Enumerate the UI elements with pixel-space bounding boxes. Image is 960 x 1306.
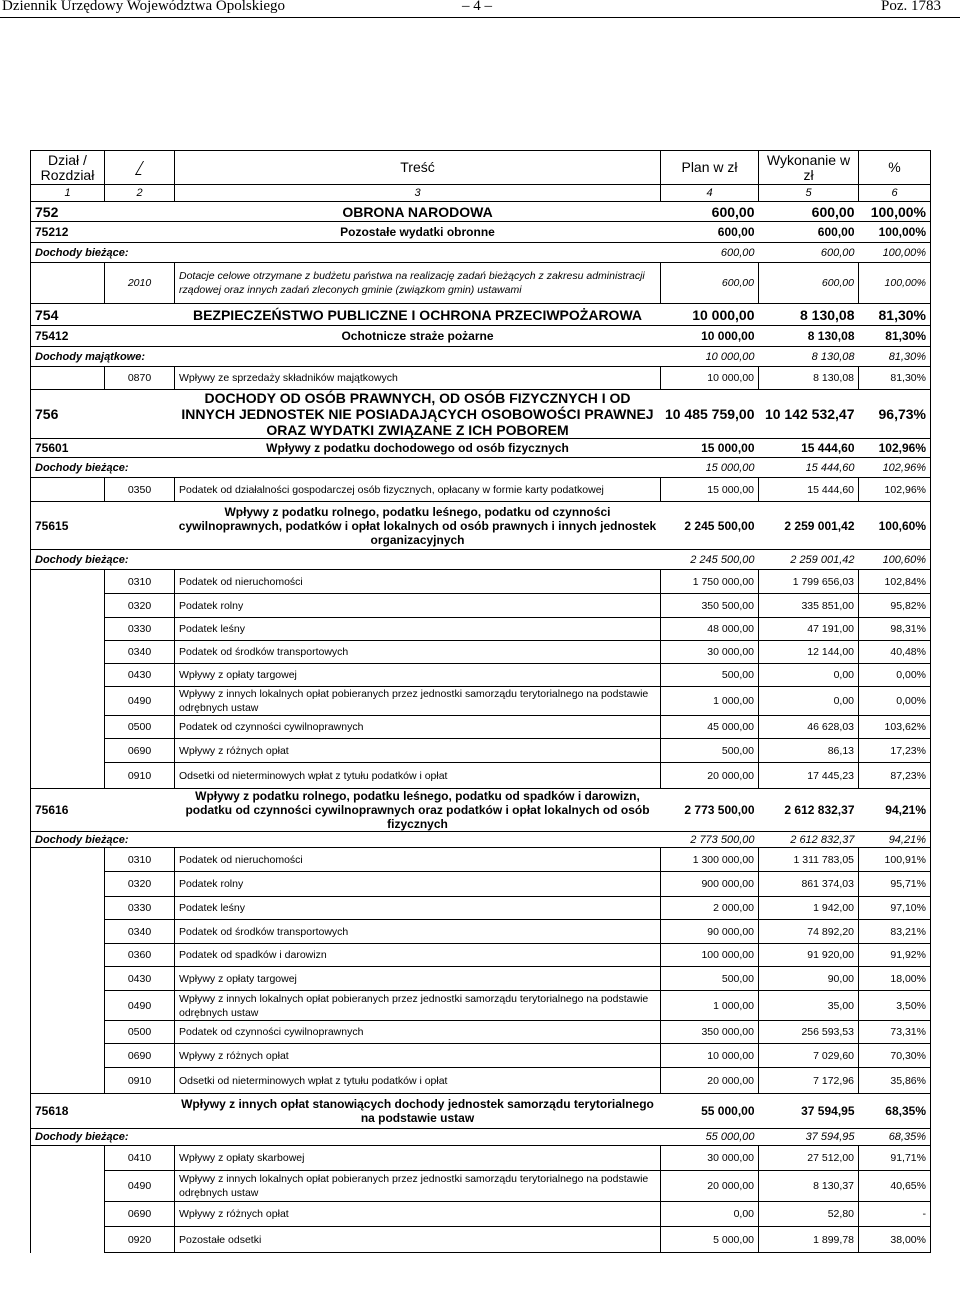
paragraph-row	[31, 991, 931, 1021]
plan-value: 1 300 000,00	[661, 848, 759, 872]
paragraph-name: Podatek rolny	[175, 594, 661, 618]
empty-cell	[31, 920, 105, 944]
plan-value: 2 245 500,00	[661, 550, 759, 570]
paragraph-code: 0690	[105, 1202, 175, 1227]
empty-cell	[31, 848, 105, 872]
col-number: 1	[31, 185, 105, 202]
income-type-row	[31, 832, 931, 848]
percent-value: 35,86%	[859, 1068, 931, 1094]
execution-value: 86,13	[759, 739, 859, 763]
plan-value: 2 000,00	[661, 897, 759, 920]
paragraph-name: Podatek leśny	[175, 897, 661, 920]
paragraph-name: Podatek od środków transportowych	[175, 641, 661, 664]
paragraph-code: 0310	[105, 848, 175, 872]
plan-value: 20 000,00	[661, 1068, 759, 1094]
paragraph-code: 0430	[105, 967, 175, 991]
paragraph-name: Odsetki od nieterminowych wpłat z tytułu podatków i opłat	[175, 1068, 661, 1094]
plan-value: 55 000,00	[661, 1094, 759, 1129]
paragraph-code: 0350	[105, 478, 175, 502]
paragraph-code: 0690	[105, 739, 175, 763]
dzial-name: OBRONA NARODOWA	[175, 202, 661, 222]
paragraph-name: Dotacje celowe otrzymane z budżetu państwa na realizację zadań bieżących z zakresu administracji rządowej oraz innych zadań zleconych gminie (związkom gmin) ustawami	[175, 263, 661, 304]
paragraph-name: Podatek od spadków i darowizn	[175, 944, 661, 967]
execution-value: 2 259 001,42	[759, 550, 859, 570]
rozdzial-row	[31, 1094, 931, 1129]
execution-value: 1 311 783,05	[759, 848, 859, 872]
paragraph-row	[31, 872, 931, 897]
percent-value: 70,30%	[859, 1044, 931, 1068]
percent-value: 68,35%	[859, 1094, 931, 1129]
empty-cell	[31, 967, 105, 991]
rozdzial-name: Pozostałe wydatki obronne	[175, 222, 661, 243]
paragraph-code: 0870	[105, 367, 175, 390]
table-header-row	[31, 151, 931, 185]
percent-value: 91,71%	[859, 1146, 931, 1171]
execution-value: 37 594,95	[759, 1094, 859, 1129]
empty-cell	[31, 367, 105, 390]
execution-value: 7 029,60	[759, 1044, 859, 1068]
paragraph-name: Wpływy z różnych opłat	[175, 1044, 661, 1068]
dzial-code: 754	[31, 304, 105, 326]
execution-value: 1 799 656,03	[759, 570, 859, 594]
percent-value: 95,82%	[859, 594, 931, 618]
percent-value: 100,00%	[859, 202, 931, 222]
execution-value: 8 130,08	[759, 304, 859, 326]
empty-cell	[31, 991, 105, 1021]
paragraph-name: Wpływy z innych lokalnych opłat pobieranych przez jednostki samorządu terytorialnego na podstawie odrębnych ustaw	[175, 991, 661, 1021]
paragraph-code: 0320	[105, 872, 175, 897]
percent-value: 38,00%	[859, 1227, 931, 1253]
execution-value: 2 612 832,37	[759, 789, 859, 832]
execution-value: 10 142 532,47	[759, 390, 859, 439]
execution-value: 8 130,08	[759, 326, 859, 347]
execution-value: 52,80	[759, 1202, 859, 1227]
empty-cell	[31, 594, 105, 618]
paragraph-name: Podatek od czynności cywilnoprawnych	[175, 716, 661, 739]
dzial-row	[31, 390, 931, 439]
col-number: 2	[105, 185, 175, 202]
paragraph-name: Podatek od działalności gospodarczej osób fizycznych, opłacany w formie karty podatkowej	[175, 478, 661, 502]
paragraph-row	[31, 594, 931, 618]
plan-value: 10 000,00	[661, 326, 759, 347]
paragraph-row	[31, 944, 931, 967]
percent-value: 87,23%	[859, 763, 931, 789]
execution-value: 91 920,00	[759, 944, 859, 967]
plan-value: 10 485 759,00	[661, 390, 759, 439]
percent-value: -	[859, 1202, 931, 1227]
plan-value: 600,00	[661, 222, 759, 243]
paragraph-code: 0310	[105, 570, 175, 594]
percent-value: 0,00%	[859, 687, 931, 716]
execution-value: 27 512,00	[759, 1146, 859, 1171]
paragraph-row	[31, 1044, 931, 1068]
execution-value: 1 899,78	[759, 1227, 859, 1253]
income-type-label: Dochody bieżące:	[31, 1129, 661, 1146]
paragraph-row	[31, 618, 931, 641]
income-table	[30, 150, 931, 1253]
paragraph-row	[31, 664, 931, 687]
percent-value: 83,21%	[859, 920, 931, 944]
execution-value: 8 130,08	[759, 347, 859, 367]
paragraph-name: Wpływy z opłaty targowej	[175, 664, 661, 687]
percent-value: 91,92%	[859, 944, 931, 967]
paragraph-name: Podatek od czynności cywilnoprawnych	[175, 1021, 661, 1044]
paragraph-row	[31, 367, 931, 390]
execution-value: 46 628,03	[759, 716, 859, 739]
rozdzial-row	[31, 222, 931, 243]
dzial-name: DOCHODY OD OSÓB PRAWNYCH, OD OSÓB FIZYCZNYCH I OD INNYCH JEDNOSTEK NIE POSIADAJĄCYCH OSOBOWOŚCI PRAWNEJ ORAZ WYDATKI ZWIĄZANE Z ICH POBOREM	[175, 390, 661, 439]
paragraph-row	[31, 1146, 931, 1171]
empty-cell	[31, 641, 105, 664]
empty-cell	[105, 439, 175, 458]
journal-title: Dziennik Urzędowy Województwa Opolskiego	[2, 0, 286, 14]
execution-value: 15 444,60	[759, 478, 859, 502]
rozdzial-name: Wpływy z podatku rolnego, podatku leśnego, podatku od spadków i darowizn, podatku od czynności cywilnoprawnych oraz podatków i opłat lokalnych od osób fizycznych	[175, 789, 661, 832]
empty-cell	[31, 664, 105, 687]
header-paragraf	[105, 151, 175, 185]
plan-value: 90 000,00	[661, 920, 759, 944]
paragraph-code: 2010	[105, 263, 175, 304]
execution-value: 2 612 832,37	[759, 832, 859, 848]
dzial-name: BEZPIECZEŃSTWO PUBLICZNE I OCHRONA PRZECIWPOŻAROWA	[175, 304, 661, 326]
income-type-label: Dochody bieżące:	[31, 243, 661, 263]
header-tresc: Treść	[175, 151, 661, 185]
plan-value: 10 000,00	[661, 304, 759, 326]
paragraph-row	[31, 716, 931, 739]
rozdzial-code: 75601	[31, 439, 105, 458]
execution-value: 15 444,60	[759, 439, 859, 458]
paragraph-name: Odsetki od nieterminowych wpłat z tytułu podatków i opłat	[175, 763, 661, 789]
execution-value: 15 444,60	[759, 458, 859, 478]
plan-value: 600,00	[661, 243, 759, 263]
paragraph-row	[31, 848, 931, 872]
paragraph-code: 0430	[105, 664, 175, 687]
execution-value: 8 130,37	[759, 1171, 859, 1202]
paragraph-row	[31, 1171, 931, 1202]
execution-value: 74 892,20	[759, 920, 859, 944]
percent-value: 81,30%	[859, 326, 931, 347]
plan-value: 10 000,00	[661, 347, 759, 367]
page-header	[0, 0, 960, 16]
header-wykonanie: Wykonanie w zł	[759, 151, 859, 185]
paragraph-name: Pozostałe odsetki	[175, 1227, 661, 1253]
percent-value: 17,23%	[859, 739, 931, 763]
paragraph-row	[31, 1227, 931, 1253]
dzial-row	[31, 304, 931, 326]
empty-cell	[31, 263, 105, 304]
paragraph-code: 0910	[105, 1068, 175, 1094]
plan-value: 55 000,00	[661, 1129, 759, 1146]
paragraph-name: Wpływy z opłaty skarbowej	[175, 1146, 661, 1171]
paragraph-name: Podatek od środków transportowych	[175, 920, 661, 944]
plan-value: 500,00	[661, 967, 759, 991]
paragraph-code: 0360	[105, 944, 175, 967]
position-number: Poz. 1783	[881, 0, 941, 14]
dzial-code: 752	[31, 202, 105, 222]
paragraph-name: Podatek rolny	[175, 872, 661, 897]
plan-value: 10 000,00	[661, 1044, 759, 1068]
paragraph-code: 0320	[105, 594, 175, 618]
execution-value: 0,00	[759, 687, 859, 716]
plan-value: 350 500,00	[661, 594, 759, 618]
paragraph-code: 0340	[105, 920, 175, 944]
rozdzial-code: 75616	[31, 789, 105, 832]
header-percent: %	[859, 151, 931, 185]
col-number: 5	[759, 185, 859, 202]
percent-value: 18,00%	[859, 967, 931, 991]
plan-value: 2 773 500,00	[661, 832, 759, 848]
empty-cell	[31, 1021, 105, 1044]
paragraph-code: 0410	[105, 1146, 175, 1171]
execution-value: 8 130,08	[759, 367, 859, 390]
percent-value: 102,96%	[859, 439, 931, 458]
empty-cell	[31, 478, 105, 502]
percent-value: 40,48%	[859, 641, 931, 664]
plan-value: 900 000,00	[661, 872, 759, 897]
paragraph-row	[31, 967, 931, 991]
paragraph-name: Podatek od nieruchomości	[175, 848, 661, 872]
income-type-row	[31, 1129, 931, 1146]
empty-cell	[105, 326, 175, 347]
percent-value: 81,30%	[859, 367, 931, 390]
plan-value: 2 773 500,00	[661, 789, 759, 832]
paragraph-row	[31, 641, 931, 664]
percent-value: 103,62%	[859, 716, 931, 739]
header-plan: Plan w zł	[661, 151, 759, 185]
empty-cell	[31, 1146, 105, 1171]
plan-value: 0,00	[661, 1202, 759, 1227]
paragraph-row	[31, 920, 931, 944]
empty-cell	[31, 1227, 105, 1253]
plan-value: 20 000,00	[661, 1171, 759, 1202]
rozdzial-code: 75212	[31, 222, 105, 243]
rozdzial-row	[31, 502, 931, 550]
dzial-row	[31, 202, 931, 222]
percent-value: 102,96%	[859, 478, 931, 502]
plan-value: 1 750 000,00	[661, 570, 759, 594]
execution-value: 7 172,96	[759, 1068, 859, 1094]
header-mark-icon	[134, 161, 148, 175]
percent-value: 102,84%	[859, 570, 931, 594]
percent-value: 68,35%	[859, 1129, 931, 1146]
percent-value: 100,91%	[859, 848, 931, 872]
percent-value: 98,31%	[859, 618, 931, 641]
paragraph-name: Podatek od nieruchomości	[175, 570, 661, 594]
percent-value: 100,60%	[859, 550, 931, 570]
rozdzial-code: 75615	[31, 502, 105, 550]
empty-cell	[105, 304, 175, 326]
plan-value: 1 000,00	[661, 687, 759, 716]
paragraph-code: 0340	[105, 641, 175, 664]
plan-value: 10 000,00	[661, 367, 759, 390]
empty-cell	[31, 1202, 105, 1227]
plan-value: 30 000,00	[661, 1146, 759, 1171]
paragraph-row	[31, 739, 931, 763]
plan-value: 1 000,00	[661, 991, 759, 1021]
percent-value: 0,00%	[859, 664, 931, 687]
paragraph-row	[31, 263, 931, 304]
paragraph-row	[31, 1021, 931, 1044]
execution-value: 600,00	[759, 222, 859, 243]
empty-cell	[31, 944, 105, 967]
paragraph-code: 0330	[105, 618, 175, 641]
paragraph-row	[31, 1068, 931, 1094]
col-number: 4	[661, 185, 759, 202]
empty-cell	[105, 789, 175, 832]
paragraph-row	[31, 763, 931, 789]
execution-value: 17 445,23	[759, 763, 859, 789]
percent-value: 81,30%	[859, 347, 931, 367]
paragraph-name: Wpływy z różnych opłat	[175, 739, 661, 763]
rozdzial-row	[31, 439, 931, 458]
execution-value: 0,00	[759, 664, 859, 687]
income-type-row	[31, 243, 931, 263]
percent-value: 100,60%	[859, 502, 931, 550]
paragraph-name: Wpływy z innych lokalnych opłat pobieranych przez jednostki samorządu terytorialnego na podstawie odrębnych ustaw	[175, 1171, 661, 1202]
empty-cell	[31, 618, 105, 641]
plan-value: 2 245 500,00	[661, 502, 759, 550]
percent-value: 81,30%	[859, 304, 931, 326]
empty-cell	[105, 1094, 175, 1129]
empty-cell	[31, 1044, 105, 1068]
paragraph-row	[31, 478, 931, 502]
plan-value: 5 000,00	[661, 1227, 759, 1253]
paragraph-row	[31, 1202, 931, 1227]
plan-value: 15 000,00	[661, 439, 759, 458]
percent-value: 94,21%	[859, 789, 931, 832]
paragraph-code: 0500	[105, 716, 175, 739]
execution-value: 35,00	[759, 991, 859, 1021]
col-number: 6	[859, 185, 931, 202]
empty-cell	[31, 763, 105, 789]
paragraph-code: 0690	[105, 1044, 175, 1068]
plan-value: 30 000,00	[661, 641, 759, 664]
execution-value: 256 593,53	[759, 1021, 859, 1044]
execution-value: 47 191,00	[759, 618, 859, 641]
empty-cell	[31, 687, 105, 716]
rozdzial-name: Wpływy z innych opłat stanowiących dochody jednostek samorządu terytorialnego na podstawie ustaw	[175, 1094, 661, 1129]
execution-value: 600,00	[759, 202, 859, 222]
empty-cell	[105, 202, 175, 222]
percent-value: 97,10%	[859, 897, 931, 920]
execution-value: 861 374,03	[759, 872, 859, 897]
paragraph-code: 0490	[105, 991, 175, 1021]
percent-value: 73,31%	[859, 1021, 931, 1044]
plan-value: 20 000,00	[661, 763, 759, 789]
execution-value: 1 942,00	[759, 897, 859, 920]
page-number: – 4 –	[462, 0, 492, 14]
income-type-label: Dochody bieżące:	[31, 550, 661, 570]
paragraph-code: 0490	[105, 687, 175, 716]
execution-value: 37 594,95	[759, 1129, 859, 1146]
rozdzial-row	[31, 789, 931, 832]
percent-value: 94,21%	[859, 832, 931, 848]
paragraph-code: 0500	[105, 1021, 175, 1044]
plan-value: 48 000,00	[661, 618, 759, 641]
plan-value: 600,00	[661, 202, 759, 222]
empty-cell	[31, 716, 105, 739]
income-type-label: Dochody bieżące:	[31, 832, 661, 848]
percent-value: 3,50%	[859, 991, 931, 1021]
rozdzial-code: 75618	[31, 1094, 105, 1129]
empty-cell	[31, 739, 105, 763]
paragraph-row	[31, 570, 931, 594]
rozdzial-code: 75412	[31, 326, 105, 347]
income-type-row	[31, 347, 931, 367]
percent-value: 102,96%	[859, 458, 931, 478]
empty-cell	[31, 1068, 105, 1094]
empty-cell	[105, 390, 175, 439]
column-numbers-row	[31, 185, 931, 202]
paragraph-row	[31, 897, 931, 920]
empty-cell	[105, 222, 175, 243]
paragraph-code: 0920	[105, 1227, 175, 1253]
header-rule	[0, 17, 960, 18]
execution-value: 12 144,00	[759, 641, 859, 664]
col-number: 3	[175, 185, 661, 202]
empty-cell	[31, 897, 105, 920]
income-type-label: Dochody majątkowe:	[31, 347, 661, 367]
percent-value: 100,00%	[859, 243, 931, 263]
paragraph-code: 0330	[105, 897, 175, 920]
income-type-row	[31, 458, 931, 478]
plan-value: 600,00	[661, 263, 759, 304]
paragraph-name: Wpływy ze sprzedaży składników majątkowych	[175, 367, 661, 390]
percent-value: 100,00%	[859, 263, 931, 304]
income-type-label: Dochody bieżące:	[31, 458, 661, 478]
plan-value: 100 000,00	[661, 944, 759, 967]
empty-cell	[31, 570, 105, 594]
execution-value: 335 851,00	[759, 594, 859, 618]
percent-value: 100,00%	[859, 222, 931, 243]
plan-value: 350 000,00	[661, 1021, 759, 1044]
execution-value: 2 259 001,42	[759, 502, 859, 550]
rozdzial-name: Ochotnicze straże pożarne	[175, 326, 661, 347]
percent-value: 40,65%	[859, 1171, 931, 1202]
plan-value: 500,00	[661, 664, 759, 687]
plan-value: 15 000,00	[661, 478, 759, 502]
plan-value: 45 000,00	[661, 716, 759, 739]
percent-value: 95,71%	[859, 872, 931, 897]
dzial-code: 756	[31, 390, 105, 439]
paragraph-name: Wpływy z innych lokalnych opłat pobieranych przez jednostki samorządu terytorialnego na podstawie odrębnych ustaw	[175, 687, 661, 716]
paragraph-code: 0490	[105, 1171, 175, 1202]
execution-value: 600,00	[759, 263, 859, 304]
empty-cell	[31, 872, 105, 897]
paragraph-code: 0910	[105, 763, 175, 789]
paragraph-name: Wpływy z opłaty targowej	[175, 967, 661, 991]
rozdzial-row	[31, 326, 931, 347]
paragraph-row	[31, 687, 931, 716]
paragraph-name: Wpływy z różnych opłat	[175, 1202, 661, 1227]
plan-value: 500,00	[661, 739, 759, 763]
income-type-row	[31, 550, 931, 570]
empty-cell	[105, 502, 175, 550]
empty-cell	[31, 1171, 105, 1202]
rozdzial-name: Wpływy z podatku dochodowego od osób fizycznych	[175, 439, 661, 458]
paragraph-name: Podatek leśny	[175, 618, 661, 641]
plan-value: 15 000,00	[661, 458, 759, 478]
percent-value: 96,73%	[859, 390, 931, 439]
execution-value: 600,00	[759, 243, 859, 263]
header-dzial-rozdzial: Dział / Rozdział	[31, 151, 105, 185]
rozdzial-name: Wpływy z podatku rolnego, podatku leśnego, podatku od czynności cywilnoprawnych, podatków i opłat lokalnych od osób prawnych i innych jednostek organizacyjnych	[175, 502, 661, 550]
execution-value: 90,00	[759, 967, 859, 991]
